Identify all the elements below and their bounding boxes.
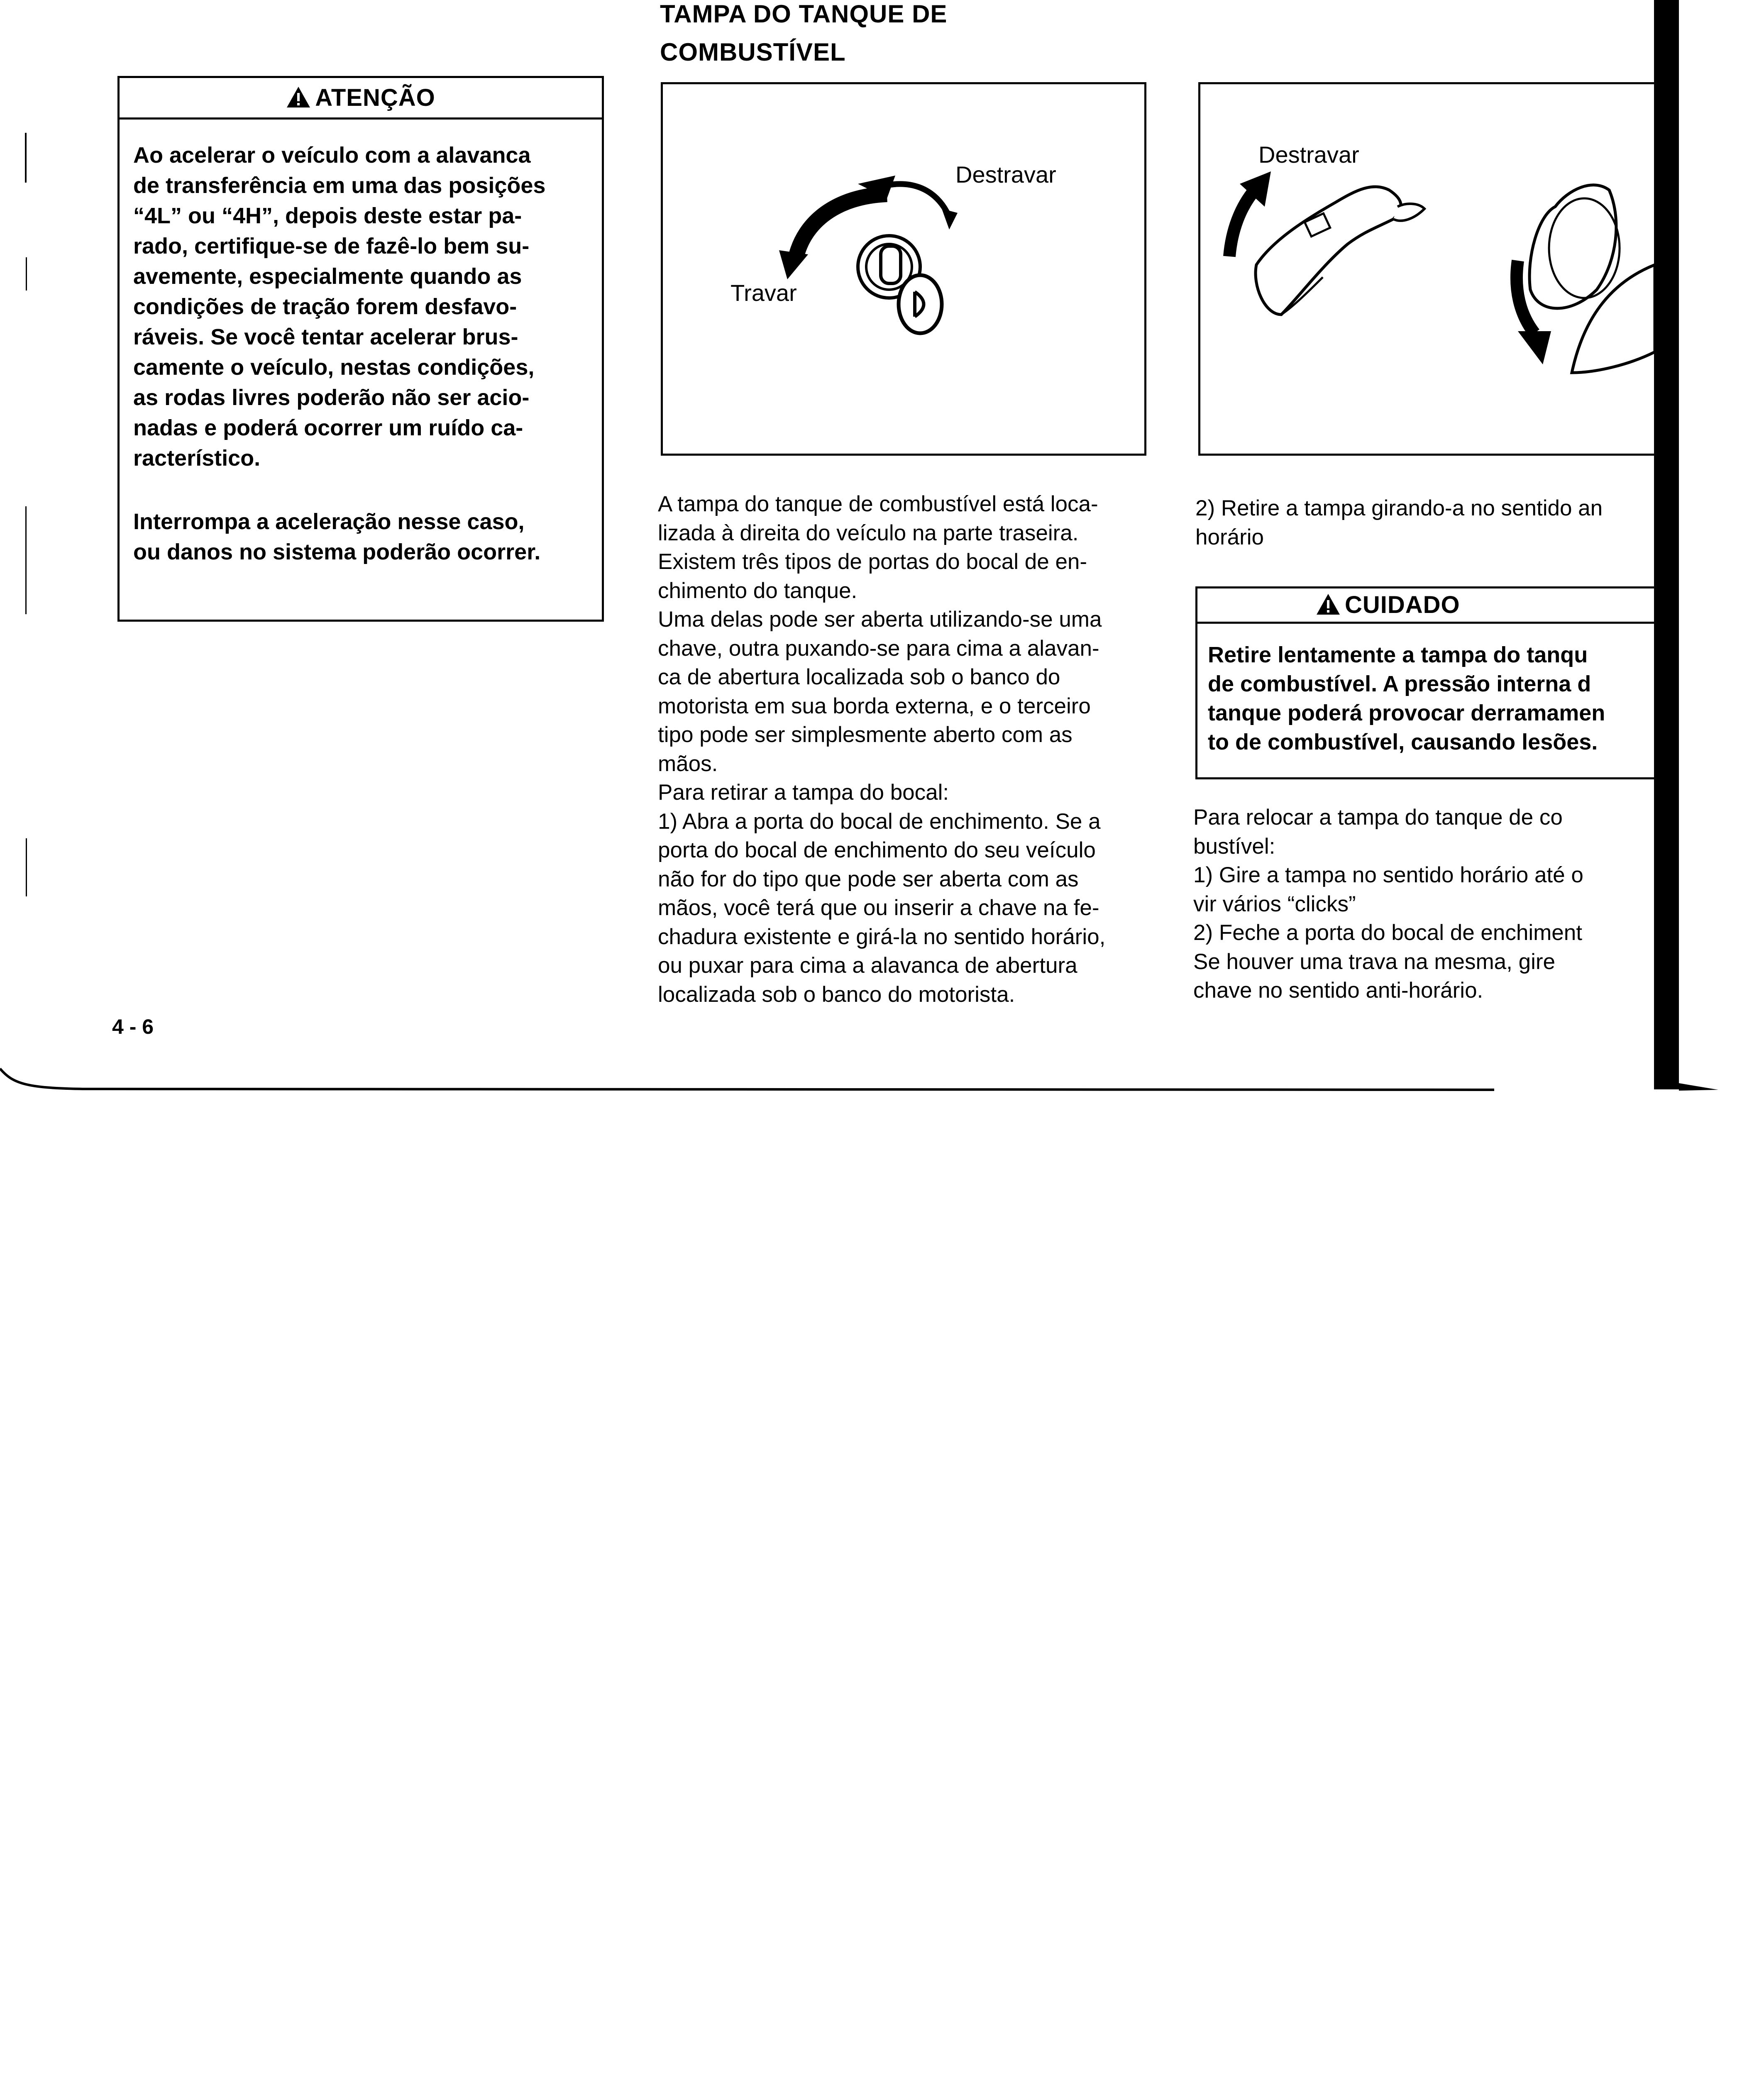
warning-line: Interrompa a aceleração nesse caso, [133,509,525,534]
text-line: ca de abertura localizada sob o banco do [658,665,1060,689]
warning-line: Ao acelerar o veículo com a alavanca [133,143,531,168]
section-title-line2: COMBUSTÍVEL [660,38,846,66]
warning-line: racterístico. [133,446,261,471]
text-line: localizada sob o banco do motorista. [658,982,1015,1007]
text-line: ou puxar para cima a alavanca de abertura [658,953,1077,978]
page-number: 4 - 6 [112,1015,154,1038]
text-line: não for do tipo que pode ser aberta com as [658,867,1079,891]
text-line: 1) Gire a tampa no sentido horário até o [1193,863,1583,887]
text-line: 2) Retire a tampa girando-a no sentido an [1195,496,1603,520]
text-line: 1) Abra a porta do bocal de enchimento. Se a [658,809,1101,834]
figure-key-lock [661,82,1146,456]
text-line: mãos. [658,751,718,776]
text-line: Para retirar a tampa do bocal: [658,780,949,805]
caution-line: Retire lentamente a tampa do tanqu [1208,642,1588,667]
warning-line: ou danos no sistema poderão ocorrer. [133,540,541,564]
text-line: lizada à direita do veículo na parte traseira. [658,520,1079,545]
text-line: chave no sentido anti-horário. [1193,978,1483,1003]
warning-line: rado, certifique-se de fazê-lo bem su- [133,234,530,259]
warning-line: nadas e poderá ocorrer um ruído ca- [133,415,523,440]
text-line: motorista em sua borda externa, e o terceiro [658,693,1091,718]
caution-triangle-icon [1316,593,1341,632]
right-text [1193,803,1654,1005]
lock-label: Travar [731,280,797,306]
section-title [660,0,1158,71]
text-line: mãos, você terá que ou inserir a chave na fe- [658,896,1099,920]
text-line: porta do bocal de enchimento do seu veículo [658,838,1096,862]
page-edge-bar [1654,0,1679,1089]
text-line: chadura existente e girá-la no sentido horário, [658,924,1106,949]
warning-line: camente o veículo, nestas condições, [133,355,535,380]
caution-heading: CUIDADO [1345,591,1460,618]
fuel-door-illustration [1198,82,1655,456]
warning-box [117,76,604,622]
section-title-line1: TAMPA DO TANQUE DE [660,0,948,28]
unlock-label-2: Destravar [1258,142,1359,168]
warning-line: avemente, especialmente quando as [133,264,522,289]
text-line: bustível: [1193,834,1275,859]
warning-line: de transferência em uma das posições [133,173,546,198]
warning-line: “4L” ou “4H”, depois deste estar pa- [133,203,522,228]
warning-heading: ATENÇÃO [315,84,435,111]
text-line: Se houver uma trava na mesma, gire [1193,949,1555,974]
caution-box [1195,586,1654,779]
bottom-rule [0,1062,1764,1104]
caution-line: to de combustível, causando lesões. [1208,730,1598,754]
warning-header [120,78,602,120]
figure-fuel-door [1198,82,1655,456]
text-line: A tampa do tanque de combustível está loca- [658,492,1098,516]
warning-line: condições de tração forem desfavo- [133,294,517,319]
text-line: vir vários “clicks” [1193,891,1356,916]
unlock-label: Destravar [955,161,1056,188]
text-line: chimento do tanque. [658,578,858,603]
middle-text [658,490,1152,1009]
text-line: chave, outra puxando-se para cima a alavan- [658,636,1099,661]
right-step2 [1195,494,1652,552]
warning-line: ráveis. Se você tentar acelerar brus- [133,325,518,349]
margin-marks [25,133,28,963]
key-lock-illustration [663,84,1144,454]
warning-triangle-icon [286,86,311,110]
text-line: Existem três tipos de portas do bocal de en- [658,549,1087,574]
text-line: 2) Feche a porta do bocal de enchiment [1193,920,1582,945]
text-line: Uma delas pode ser aberta utilizando-se uma [658,607,1102,632]
caution-line: de combustível. A pressão interna d [1208,671,1591,696]
text-line: Para relocar a tampa do tanque de co [1193,805,1563,830]
warning-line: as rodas livres poderão não ser acio- [133,385,530,410]
caution-line: tanque poderá provocar derramamen [1208,701,1605,725]
warning-body [133,140,590,567]
text-line: horário [1195,525,1264,549]
text-line: tipo pode ser simplesmente aberto com as [658,723,1073,747]
